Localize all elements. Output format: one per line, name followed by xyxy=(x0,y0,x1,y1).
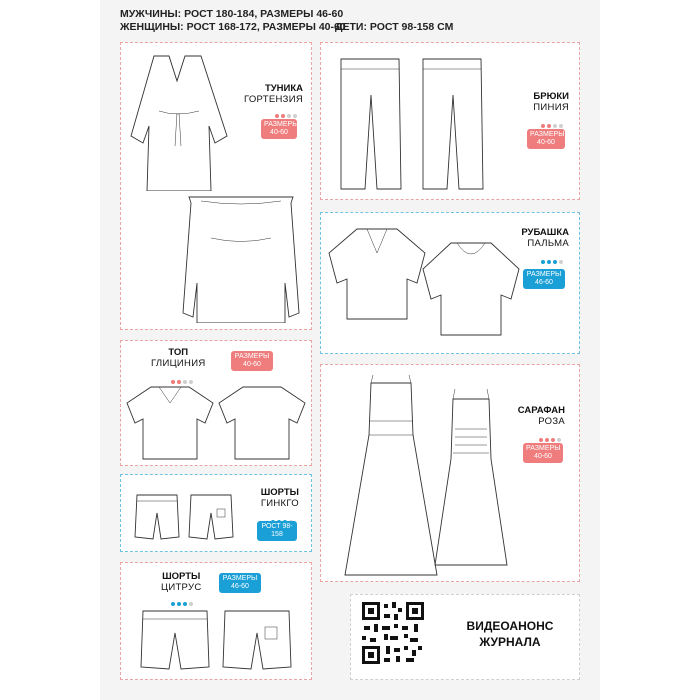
pants-name: ПИНИЯ xyxy=(533,102,569,113)
shirt-back-drawing xyxy=(421,239,521,339)
tunic-title xyxy=(244,83,303,105)
tunic-back-drawing xyxy=(181,193,301,323)
top-name: ГЛИЦИНИЯ xyxy=(151,358,206,369)
promo-line2: ЖУРНАЛА xyxy=(479,635,541,649)
panel-pants xyxy=(320,42,580,200)
shirt-front-drawing xyxy=(327,223,427,323)
top-difficulty xyxy=(171,371,195,376)
shorts-kids-title xyxy=(261,487,299,509)
pants-difficulty xyxy=(541,115,565,120)
panel-shorts-men xyxy=(120,562,312,680)
panel-shirt xyxy=(320,212,580,354)
men-sizes: МУЖЧИНЫ: РОСТ 180-184, РАЗМЕРЫ 46-60 xyxy=(120,8,344,20)
top-back-drawing xyxy=(217,383,307,463)
shorts-kids-back-drawing xyxy=(187,491,235,543)
shorts-men-front-drawing xyxy=(139,607,211,673)
top-title xyxy=(151,347,205,369)
pants-type: БРЮКИ xyxy=(533,91,569,102)
promo-line1: ВИДЕОАНОНС xyxy=(466,619,554,633)
shirt-type: РУБАШКА xyxy=(521,227,569,238)
panel-shorts-kids xyxy=(120,474,312,552)
sundress-front-drawing xyxy=(341,375,441,580)
qr-code-icon[interactable] xyxy=(360,600,426,666)
panel-top xyxy=(120,340,312,466)
shorts-kids-size-badge: РОСТ 98-158 xyxy=(257,521,297,541)
panel-tunic xyxy=(120,42,312,330)
shorts-kids-name: ГИНКГО xyxy=(260,498,299,509)
pants-size-badge: РАЗМЕРЫ 40-60 xyxy=(527,129,565,149)
shirt-difficulty xyxy=(541,251,565,256)
shorts-men-difficulty xyxy=(171,593,195,598)
shorts-men-title xyxy=(161,571,201,593)
size-header xyxy=(120,8,346,34)
top-size-badge: РАЗМЕРЫ 40-60 xyxy=(231,351,273,371)
tunic-size-badge: РАЗМЕРЫ 40-60 xyxy=(261,119,297,139)
pants-title xyxy=(533,91,569,113)
shirt-name: ПАЛЬМА xyxy=(527,238,569,249)
tunic-difficulty xyxy=(275,105,299,110)
shorts-men-type: ШОРТЫ xyxy=(162,571,201,582)
shorts-men-back-drawing xyxy=(221,607,293,673)
kids-sizes: ДЕТИ: РОСТ 98-158 СМ xyxy=(335,21,454,33)
sundress-difficulty xyxy=(539,429,563,434)
top-type: ТОП xyxy=(168,347,189,358)
sundress-title xyxy=(518,405,565,427)
shorts-men-size-badge: РАЗМЕРЫ 46-60 xyxy=(219,573,261,593)
sundress-name: РОЗА xyxy=(538,416,565,427)
tunic-type: ТУНИКА xyxy=(264,83,303,94)
women-sizes: ЖЕНЩИНЫ: РОСТ 168-172, РАЗМЕРЫ 40-60 xyxy=(120,21,346,33)
sundress-back-drawing xyxy=(431,389,511,569)
tunic-name: ГОРТЕНЗИЯ xyxy=(243,94,303,105)
top-front-drawing xyxy=(125,383,215,463)
shorts-kids-front-drawing xyxy=(133,491,181,543)
shorts-men-name: ЦИТРУС xyxy=(161,582,202,593)
tunic-front-drawing xyxy=(129,51,229,191)
shorts-kids-type: ШОРТЫ xyxy=(260,487,299,498)
panel-sundress xyxy=(320,364,580,582)
shirt-size-badge: РАЗМЕРЫ 46-60 xyxy=(523,269,565,289)
pants-front-drawing xyxy=(335,55,405,195)
shorts-kids-difficulty xyxy=(271,511,295,516)
sundress-type: САРАФАН xyxy=(517,405,565,416)
shirt-title xyxy=(521,227,569,249)
video-announcement xyxy=(440,618,580,650)
pants-back-drawing xyxy=(417,55,487,195)
sundress-size-badge: РАЗМЕРЫ 40-60 xyxy=(523,443,563,463)
